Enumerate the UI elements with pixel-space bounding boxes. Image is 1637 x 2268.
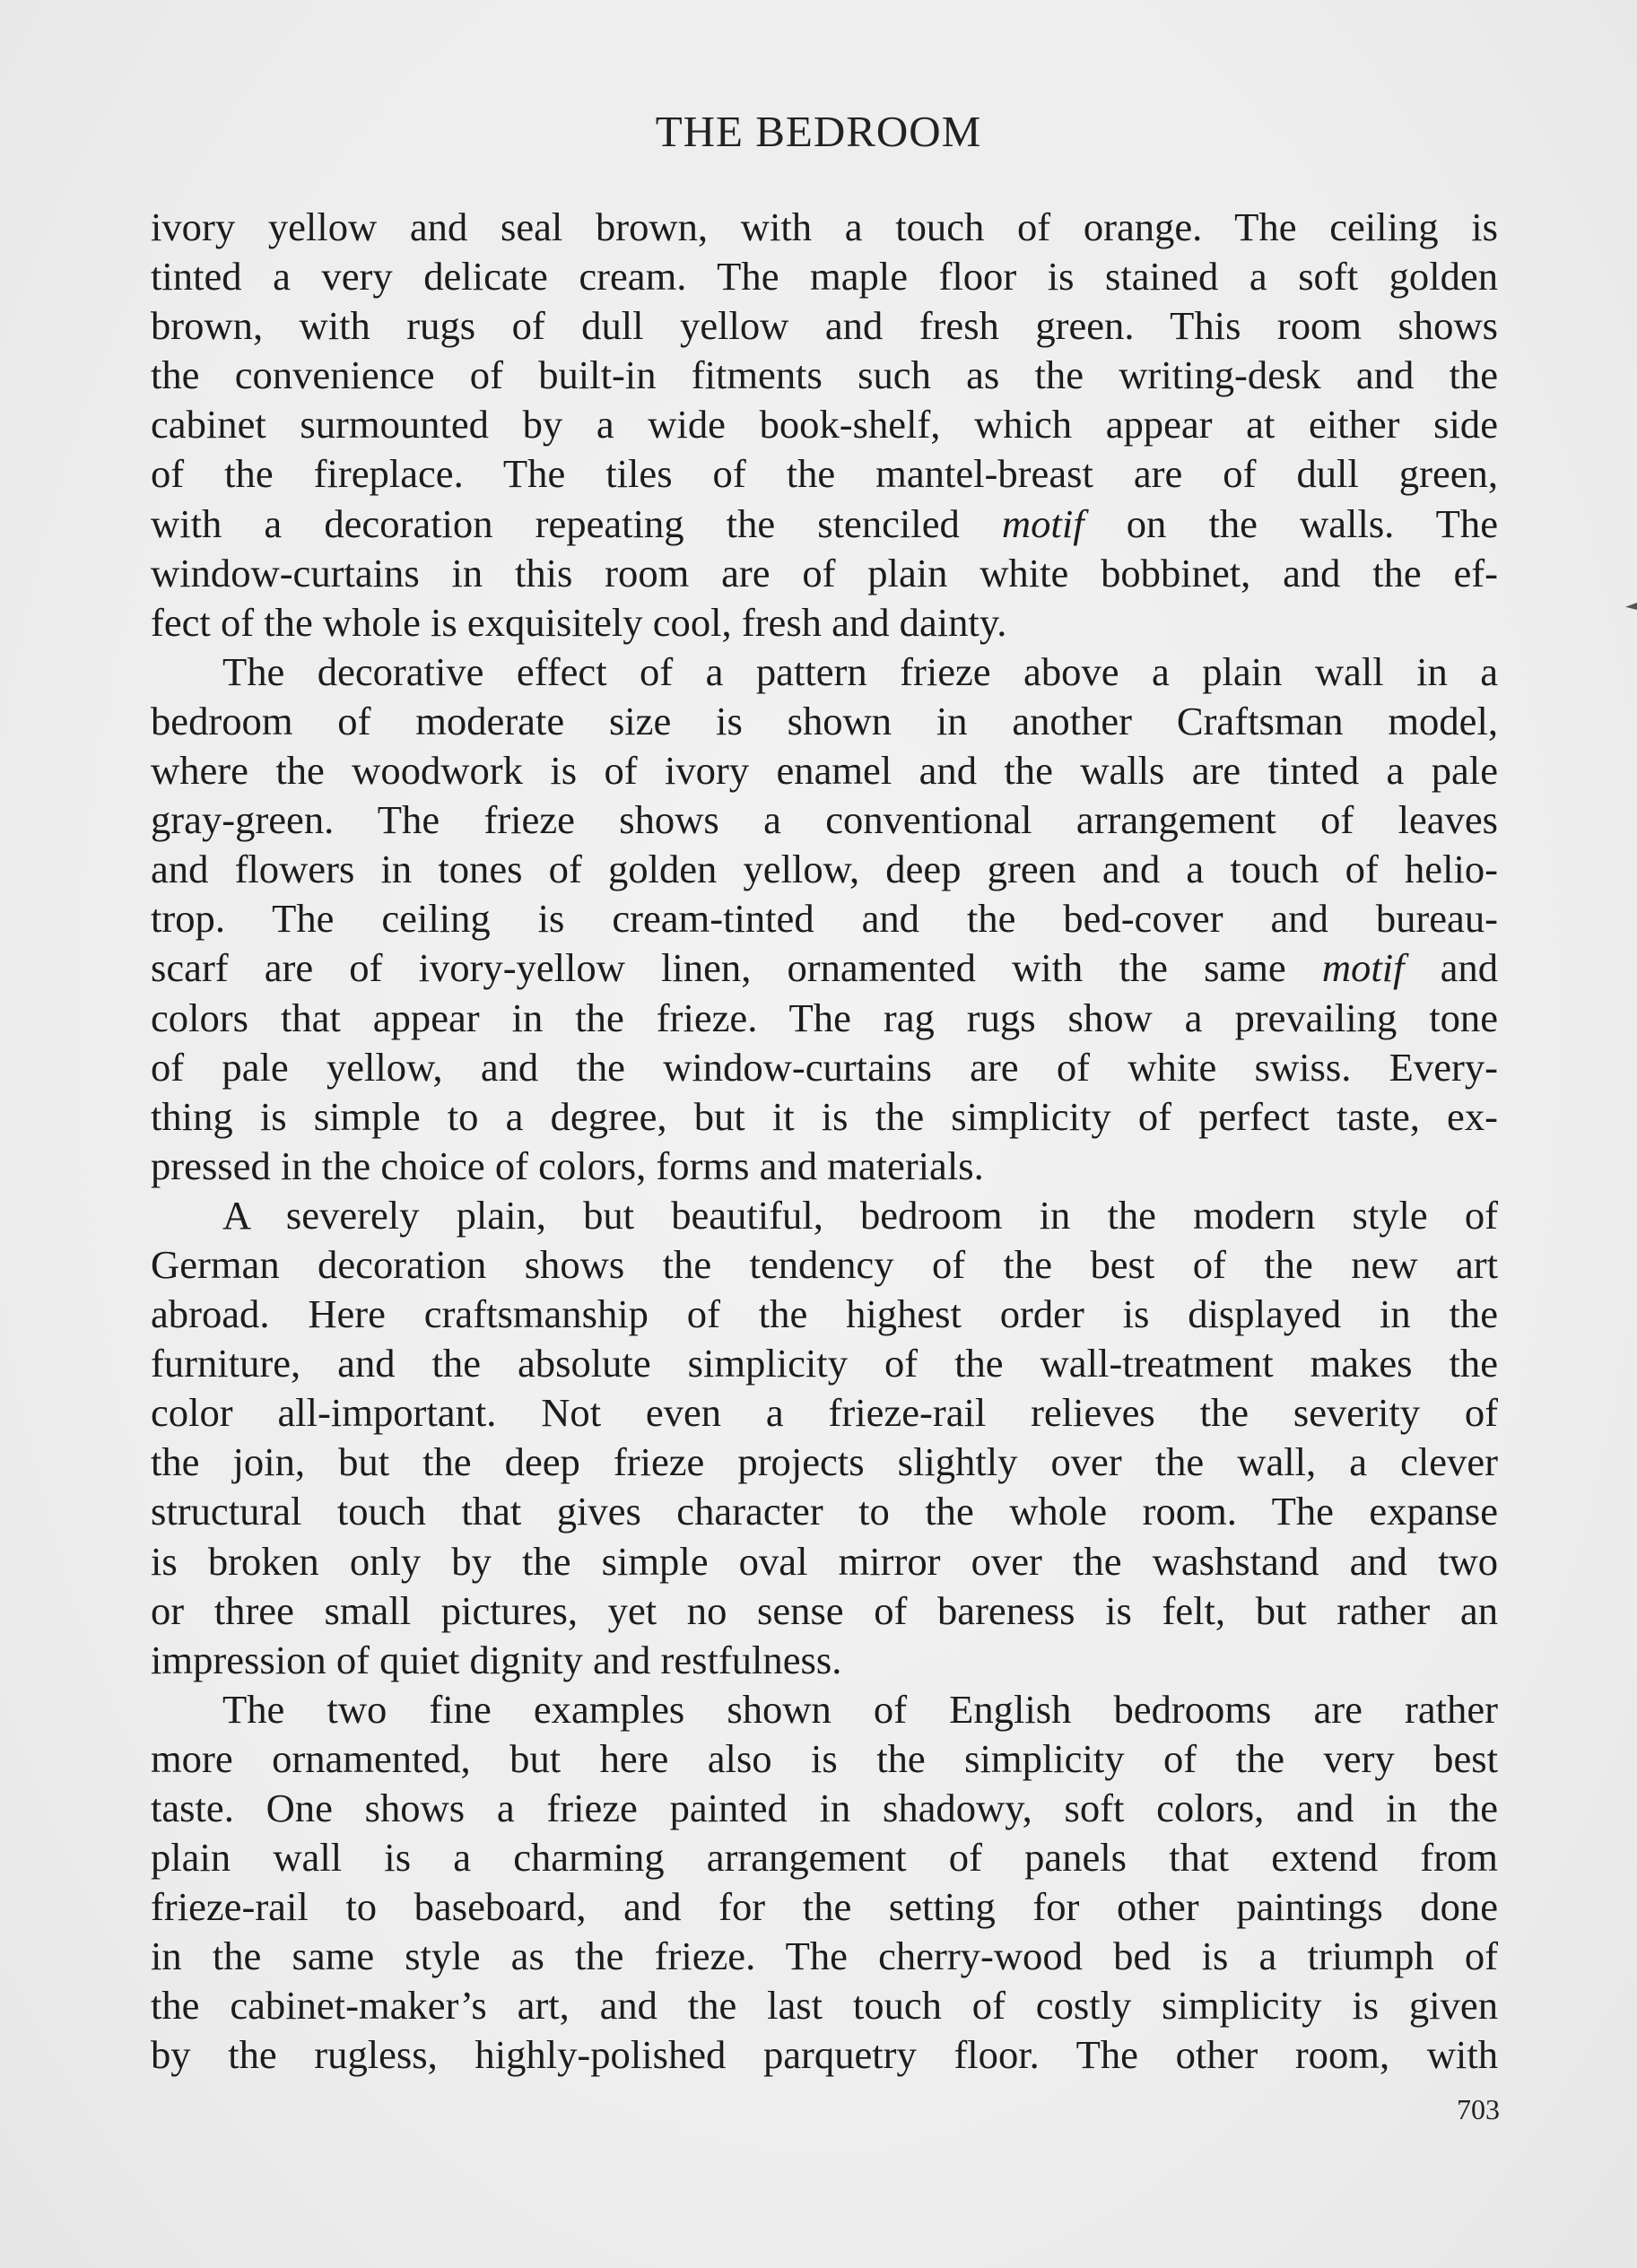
paragraph-first-line: The two fine examples shown of English bedrooms are rather xyxy=(222,1686,1498,1732)
text-line: gray-green. The frieze shows a conventional arrangement of leaves xyxy=(151,797,1498,843)
text-line: in the same style as the frieze. The cherry-wood bed is a triumph of xyxy=(151,1933,1498,1979)
text-line: taste. One shows a frieze painted in shadowy, soft colors, and in the xyxy=(151,1786,1498,1830)
text-line: tinted a very delicate cream. The maple floor is stained a soft golden xyxy=(151,254,1498,300)
text-line: more ornamented, but here also is the simplicity of the very best xyxy=(151,1735,1498,1781)
text-line: and flowers in tones of golden yellow, deep green and a touch of helio- xyxy=(151,847,1498,892)
text-line: of the fireplace. The tiles of the mantel-breast are of dull green, xyxy=(151,451,1498,497)
text-line: cabinet surmounted by a wide book-shelf, which appear at either side xyxy=(151,402,1498,448)
text-line: of pale yellow, and the window-curtains are of white swiss. Every- xyxy=(151,1044,1498,1090)
text-line: scarf are of ivory-yellow linen, ornamented with the same motif and xyxy=(151,945,1498,991)
text-line: brown, with rugs of dull yellow and fresh green. This room shows xyxy=(151,303,1498,349)
page-number: 703 xyxy=(1457,2093,1500,2125)
text-line: where the woodwork is of ivory enamel and the walls are tinted a pale xyxy=(151,748,1498,794)
text-line: trop. The ceiling is cream-tinted and the bed-cover and bureau- xyxy=(151,896,1498,942)
paragraph-first-line: A severely plain, but beautiful, bedroom in the modern style of xyxy=(222,1192,1498,1238)
text-line: color all-important. Not even a frieze-rail relieves the severity of xyxy=(151,1390,1498,1436)
text-line: ivory yellow and seal brown, with a touch of orange. The ceiling is xyxy=(151,204,1498,249)
text-line: by the rugless, highly-polished parquetry floor. The other room, with xyxy=(151,2032,1498,2078)
margin-mark xyxy=(1625,603,1637,610)
text-line: fect of the whole is exquisitely cool, fresh and dainty. xyxy=(151,599,1007,645)
text-line: bedroom of moderate size is shown in another Craftsman model, xyxy=(151,698,1498,743)
text-line: impression of quiet dignity and restfulness. xyxy=(151,1637,842,1682)
running-head: THE BEDROOM xyxy=(655,107,982,156)
body-text xyxy=(151,203,1498,2081)
text-line: colors that appear in the frieze. The rag rugs show a prevailing tone xyxy=(151,995,1498,1040)
text-line: thing is simple to a degree, but it is the simplicity of perfect taste, ex- xyxy=(151,1093,1498,1139)
text-line: pressed in the choice of colors, forms and materials. xyxy=(151,1143,984,1188)
text-line: plain wall is a charming arrangement of panels that extend from xyxy=(151,1835,1498,1881)
italic-word: motif xyxy=(1001,500,1084,546)
paragraph-first-line: The decorative effect of a pattern frieze above a plain wall in a xyxy=(222,648,1498,694)
text-line: German decoration shows the tendency of the best of the new art xyxy=(151,1241,1498,1287)
text-line: the join, but the deep frieze projects slightly over the wall, a clever xyxy=(151,1439,1498,1485)
text-line: window-curtains in this room are of plain white bobbinet, and the ef- xyxy=(151,550,1498,595)
text-line: or three small pictures, yet no sense of bareness is felt, but rather an xyxy=(151,1587,1498,1633)
text-line: furniture, and the absolute simplicity of the wall-treatment makes the xyxy=(151,1341,1498,1386)
text-line: the cabinet-maker’s art, and the last touch of costly simplicity is given xyxy=(151,1983,1498,2029)
text-line: abroad. Here craftsmanship of the highest order is displayed in the xyxy=(151,1291,1498,1337)
text-line: frieze-rail to baseboard, and for the setting for other paintings done xyxy=(151,1884,1498,1930)
italic-word: motif xyxy=(1321,945,1405,991)
text-line: structural touch that gives character to the whole room. The expanse xyxy=(151,1489,1498,1534)
text-line: is broken only by the simple oval mirror over the washstand and two xyxy=(151,1538,1498,1584)
text-line: the convenience of built-in fitments such as the writing-desk and the xyxy=(151,352,1498,398)
text-line: with a decoration repeating the stenciled motif on the walls. The xyxy=(151,500,1498,546)
